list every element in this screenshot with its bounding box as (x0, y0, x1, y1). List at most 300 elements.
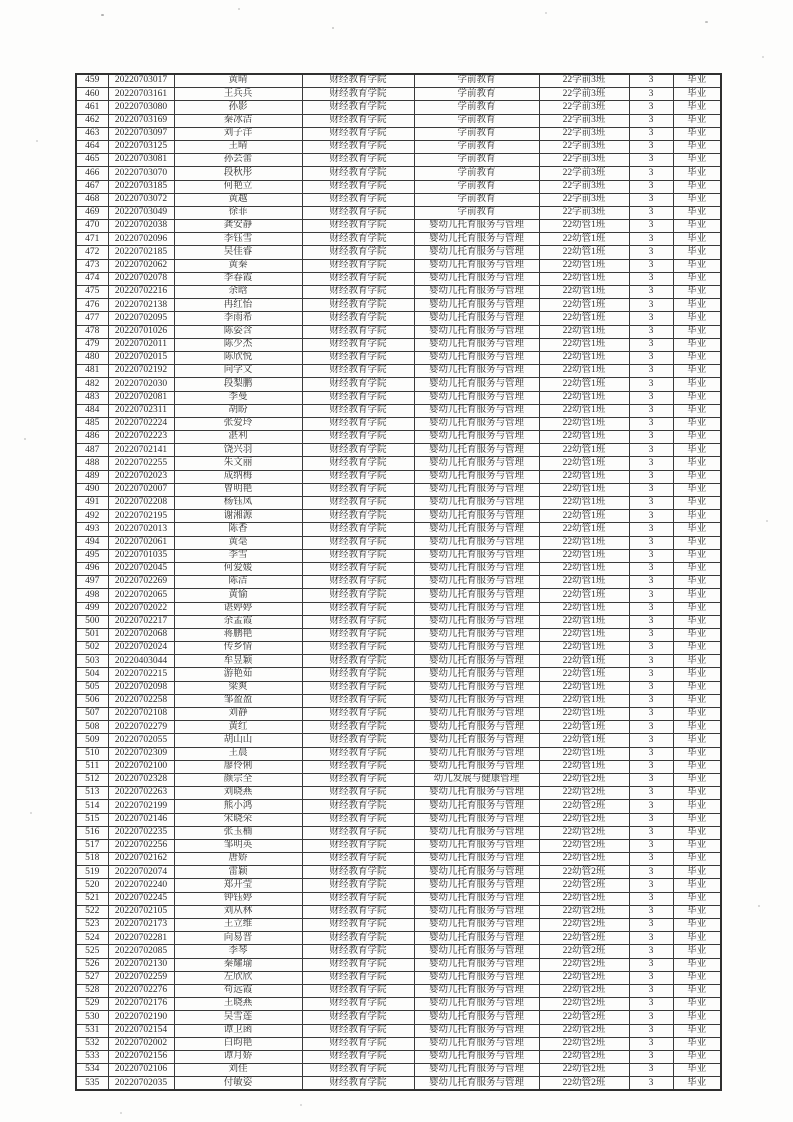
cell-student-id: 20220702078 (108, 272, 174, 285)
cell-seq: 513 (76, 787, 108, 800)
cell-name: 李曼 (174, 391, 302, 404)
table-row (76, 998, 721, 1011)
cell-seq: 526 (76, 958, 108, 971)
cell-years: 3 (629, 233, 673, 246)
cell-college: 财经教育学院 (302, 708, 414, 721)
cell-class: 22幼管1班 (539, 391, 629, 404)
cell-student-id: 20220703017 (108, 74, 174, 88)
table-row (76, 417, 721, 430)
cell-seq: 512 (76, 773, 108, 786)
cell-class: 22幼管2班 (539, 945, 629, 958)
cell-name: 胡盼 (174, 404, 302, 417)
cell-years: 3 (629, 88, 673, 101)
cell-college: 财经教育学院 (302, 562, 414, 575)
table-row (76, 523, 721, 536)
cell-status: 毕业 (673, 892, 721, 905)
cell-years: 3 (629, 734, 673, 747)
cell-status: 毕业 (673, 879, 721, 892)
cell-status: 毕业 (673, 233, 721, 246)
cell-student-id: 20220702216 (108, 286, 174, 299)
cell-student-id: 20220703081 (108, 154, 174, 167)
cell-student-id: 20220403044 (108, 655, 174, 668)
cell-major: 学前教育 (414, 180, 539, 193)
cell-name: 郑开莹 (174, 879, 302, 892)
cell-college: 财经教育学院 (302, 220, 414, 233)
cell-seq: 520 (76, 879, 108, 892)
cell-name: 段秋彤 (174, 167, 302, 180)
cell-student-id: 20220702255 (108, 457, 174, 470)
cell-seq: 474 (76, 272, 108, 285)
cell-years: 3 (629, 497, 673, 510)
table-row (76, 642, 721, 655)
cell-status: 毕业 (673, 971, 721, 984)
table-row (76, 866, 721, 879)
cell-class: 22学前3班 (539, 74, 629, 88)
cell-seq: 522 (76, 905, 108, 918)
cell-seq: 463 (76, 127, 108, 140)
cell-status: 毕业 (673, 681, 721, 694)
cell-status: 毕业 (673, 1064, 721, 1077)
table-row (76, 351, 721, 364)
cell-seq: 476 (76, 299, 108, 312)
cell-class: 22幼管1班 (539, 272, 629, 285)
cell-status: 毕业 (673, 562, 721, 575)
cell-seq: 508 (76, 721, 108, 734)
cell-class: 22幼管1班 (539, 523, 629, 536)
table-row (76, 892, 721, 905)
table-row (76, 378, 721, 391)
cell-years: 3 (629, 760, 673, 773)
cell-major: 学前教育 (414, 140, 539, 153)
cell-seq: 481 (76, 365, 108, 378)
cell-major: 婴幼儿托育服务与管理 (414, 457, 539, 470)
cell-major: 婴幼儿托育服务与管理 (414, 826, 539, 839)
cell-college: 财经教育学院 (302, 325, 414, 338)
cell-name: 刘佳 (174, 1064, 302, 1077)
cell-class: 22学前3班 (539, 193, 629, 206)
cell-seq: 510 (76, 747, 108, 760)
table-row (76, 826, 721, 839)
cell-years: 3 (629, 259, 673, 272)
cell-student-id: 20220702173 (108, 919, 174, 932)
cell-name: 苟远霞 (174, 984, 302, 997)
table-row (76, 74, 721, 88)
cell-major: 婴幼儿托育服务与管理 (414, 945, 539, 958)
cell-years: 3 (629, 167, 673, 180)
table-row (76, 536, 721, 549)
cell-student-id: 20220702074 (108, 866, 174, 879)
table-row (76, 299, 721, 312)
cell-years: 3 (629, 365, 673, 378)
cell-class: 22幼管2班 (539, 866, 629, 879)
cell-seq: 499 (76, 602, 108, 615)
table-row (76, 668, 721, 681)
cell-years: 3 (629, 325, 673, 338)
cell-student-id: 20220702141 (108, 444, 174, 457)
cell-student-id: 20220702007 (108, 483, 174, 496)
cell-name: 徐菲 (174, 206, 302, 219)
table-row (76, 206, 721, 219)
cell-seq: 477 (76, 312, 108, 325)
cell-student-id: 20220702098 (108, 681, 174, 694)
cell-status: 毕业 (673, 312, 721, 325)
cell-seq: 495 (76, 549, 108, 562)
cell-college: 财经教育学院 (302, 919, 414, 932)
cell-name: 吴佳睿 (174, 246, 302, 259)
cell-class: 22学前3班 (539, 167, 629, 180)
cell-status: 毕业 (673, 932, 721, 945)
cell-name: 张爱玲 (174, 417, 302, 430)
cell-name: 黄红 (174, 721, 302, 734)
cell-college: 财经教育学院 (302, 721, 414, 734)
table-row (76, 233, 721, 246)
cell-years: 3 (629, 747, 673, 760)
cell-seq: 529 (76, 998, 108, 1011)
cell-class: 22幼管1班 (539, 708, 629, 721)
cell-student-id: 20220702199 (108, 800, 174, 813)
table-row (76, 615, 721, 628)
cell-major: 婴幼儿托育服务与管理 (414, 351, 539, 364)
cell-years: 3 (629, 431, 673, 444)
cell-seq: 478 (76, 325, 108, 338)
table-row (76, 114, 721, 127)
cell-student-id: 20220702208 (108, 497, 174, 510)
table-row (76, 800, 721, 813)
cell-class: 22幼管1班 (539, 246, 629, 259)
cell-student-id: 20220702162 (108, 853, 174, 866)
cell-major: 婴幼儿托育服务与管理 (414, 325, 539, 338)
table-row (76, 140, 721, 153)
table-row (76, 721, 721, 734)
cell-student-id: 20220701035 (108, 549, 174, 562)
cell-major: 婴幼儿托育服务与管理 (414, 747, 539, 760)
cell-status: 毕业 (673, 642, 721, 655)
cell-years: 3 (629, 681, 673, 694)
cell-class: 22幼管2班 (539, 892, 629, 905)
cell-student-id: 20220702055 (108, 734, 174, 747)
cell-name: 孙芸蕾 (174, 154, 302, 167)
table-row (76, 497, 721, 510)
cell-major: 婴幼儿托育服务与管理 (414, 536, 539, 549)
cell-class: 22幼管2班 (539, 879, 629, 892)
cell-major: 学前教育 (414, 88, 539, 101)
cell-student-id: 20220702085 (108, 945, 174, 958)
cell-major: 学前教育 (414, 101, 539, 114)
cell-student-id: 20220702013 (108, 523, 174, 536)
cell-years: 3 (629, 1024, 673, 1037)
cell-college: 财经教育学院 (302, 259, 414, 272)
cell-years: 3 (629, 602, 673, 615)
cell-seq: 468 (76, 193, 108, 206)
cell-years: 3 (629, 272, 673, 285)
cell-student-id: 20220702192 (108, 365, 174, 378)
cell-college: 财经教育学院 (302, 404, 414, 417)
cell-name: 颜宗全 (174, 773, 302, 786)
table-row (76, 971, 721, 984)
table-row (76, 391, 721, 404)
cell-status: 毕业 (673, 998, 721, 1011)
cell-class: 22学前3班 (539, 140, 629, 153)
cell-class: 22幼管2班 (539, 1011, 629, 1024)
cell-status: 毕业 (673, 589, 721, 602)
cell-student-id: 20220703161 (108, 88, 174, 101)
cell-years: 3 (629, 615, 673, 628)
cell-major: 婴幼儿托育服务与管理 (414, 391, 539, 404)
cell-seq: 472 (76, 246, 108, 259)
cell-college: 财经教育学院 (302, 734, 414, 747)
cell-college: 财经教育学院 (302, 905, 414, 918)
cell-years: 3 (629, 905, 673, 918)
cell-college: 财经教育学院 (302, 417, 414, 430)
table-row (76, 549, 721, 562)
cell-name: 黄越 (174, 193, 302, 206)
cell-college: 财经教育学院 (302, 1011, 414, 1024)
cell-seq: 459 (76, 74, 108, 88)
table-row (76, 167, 721, 180)
cell-college: 财经教育学院 (302, 945, 414, 958)
cell-years: 3 (629, 879, 673, 892)
cell-major: 婴幼儿托育服务与管理 (414, 404, 539, 417)
cell-status: 毕业 (673, 984, 721, 997)
cell-student-id: 20220702195 (108, 510, 174, 523)
cell-major: 婴幼儿托育服务与管理 (414, 272, 539, 285)
cell-status: 毕业 (673, 206, 721, 219)
cell-name: 饶兴羽 (174, 444, 302, 457)
cell-major: 婴幼儿托育服务与管理 (414, 378, 539, 391)
cell-major: 婴幼儿托育服务与管理 (414, 589, 539, 602)
cell-college: 财经教育学院 (302, 127, 414, 140)
cell-years: 3 (629, 101, 673, 114)
cell-years: 3 (629, 945, 673, 958)
cell-seq: 492 (76, 510, 108, 523)
cell-college: 财经教育学院 (302, 1064, 414, 1077)
cell-college: 财经教育学院 (302, 760, 414, 773)
cell-student-id: 20220702096 (108, 233, 174, 246)
cell-college: 财经教育学院 (302, 140, 414, 153)
cell-major: 婴幼儿托育服务与管理 (414, 681, 539, 694)
cell-seq: 471 (76, 233, 108, 246)
cell-seq: 484 (76, 404, 108, 417)
cell-status: 毕业 (673, 483, 721, 496)
cell-name: 邹盈盈 (174, 694, 302, 707)
cell-status: 毕业 (673, 826, 721, 839)
cell-class: 22幼管1班 (539, 312, 629, 325)
cell-major: 婴幼儿托育服务与管理 (414, 259, 539, 272)
cell-name: 孙影 (174, 101, 302, 114)
cell-status: 毕业 (673, 1050, 721, 1063)
table-row (76, 747, 721, 760)
cell-name: 何爱媛 (174, 562, 302, 575)
table-row (76, 958, 721, 971)
cell-name: 陈少杰 (174, 338, 302, 351)
cell-years: 3 (629, 470, 673, 483)
cell-major: 婴幼儿托育服务与管理 (414, 721, 539, 734)
cell-status: 毕业 (673, 536, 721, 549)
cell-seq: 527 (76, 971, 108, 984)
cell-college: 财经教育学院 (302, 866, 414, 879)
cell-college: 财经教育学院 (302, 272, 414, 285)
cell-status: 毕业 (673, 299, 721, 312)
cell-student-id: 20220702176 (108, 998, 174, 1011)
cell-seq: 487 (76, 444, 108, 457)
table-row (76, 708, 721, 721)
cell-seq: 521 (76, 892, 108, 905)
cell-years: 3 (629, 576, 673, 589)
cell-class: 22幼管1班 (539, 286, 629, 299)
cell-name: 刘从林 (174, 905, 302, 918)
cell-college: 财经教育学院 (302, 114, 414, 127)
cell-major: 婴幼儿托育服务与管理 (414, 628, 539, 641)
cell-years: 3 (629, 536, 673, 549)
cell-major: 婴幼儿托育服务与管理 (414, 444, 539, 457)
cell-major: 婴幼儿托育服务与管理 (414, 602, 539, 615)
cell-seq: 469 (76, 206, 108, 219)
cell-college: 财经教育学院 (302, 826, 414, 839)
cell-status: 毕业 (673, 866, 721, 879)
cell-major: 婴幼儿托育服务与管理 (414, 839, 539, 852)
cell-name: 白昀艳 (174, 1037, 302, 1050)
table-row (76, 694, 721, 707)
cell-status: 毕业 (673, 787, 721, 800)
cell-major: 婴幼儿托育服务与管理 (414, 299, 539, 312)
cell-student-id: 20220702065 (108, 589, 174, 602)
table-row (76, 576, 721, 589)
cell-years: 3 (629, 154, 673, 167)
table-row (76, 602, 721, 615)
cell-student-id: 20220702217 (108, 615, 174, 628)
cell-class: 22幼管2班 (539, 919, 629, 932)
cell-name: 钟钰婷 (174, 892, 302, 905)
cell-status: 毕业 (673, 365, 721, 378)
cell-status: 毕业 (673, 114, 721, 127)
cell-college: 财经教育学院 (302, 787, 414, 800)
cell-class: 22幼管1班 (539, 681, 629, 694)
cell-major: 婴幼儿托育服务与管理 (414, 879, 539, 892)
cell-major: 婴幼儿托育服务与管理 (414, 246, 539, 259)
cell-name: 宋晓荣 (174, 813, 302, 826)
cell-seq: 501 (76, 628, 108, 641)
cell-seq: 479 (76, 338, 108, 351)
cell-seq: 490 (76, 483, 108, 496)
cell-college: 财经教育学院 (302, 694, 414, 707)
cell-name: 李钰雪 (174, 233, 302, 246)
cell-seq: 496 (76, 562, 108, 575)
cell-years: 3 (629, 417, 673, 430)
cell-years: 3 (629, 971, 673, 984)
table-row (76, 127, 721, 140)
cell-student-id: 20220702256 (108, 839, 174, 852)
cell-student-id: 20220702002 (108, 1037, 174, 1050)
cell-status: 毕业 (673, 721, 721, 734)
table-row (76, 787, 721, 800)
cell-major: 婴幼儿托育服务与管理 (414, 1024, 539, 1037)
cell-years: 3 (629, 866, 673, 879)
cell-college: 财经教育学院 (302, 971, 414, 984)
cell-college: 财经教育学院 (302, 853, 414, 866)
cell-years: 3 (629, 286, 673, 299)
cell-name: 龚安静 (174, 220, 302, 233)
table-row (76, 1050, 721, 1063)
cell-major: 婴幼儿托育服务与管理 (414, 813, 539, 826)
cell-major: 婴幼儿托育服务与管理 (414, 892, 539, 905)
cell-status: 毕业 (673, 1037, 721, 1050)
cell-seq: 503 (76, 655, 108, 668)
cell-class: 22幼管2班 (539, 1037, 629, 1050)
cell-student-id: 20220702240 (108, 879, 174, 892)
cell-seq: 493 (76, 523, 108, 536)
cell-years: 3 (629, 206, 673, 219)
cell-years: 3 (629, 1077, 673, 1091)
cell-name: 曾明艳 (174, 483, 302, 496)
cell-status: 毕业 (673, 668, 721, 681)
cell-student-id: 20220702100 (108, 760, 174, 773)
cell-student-id: 20220702138 (108, 299, 174, 312)
cell-status: 毕业 (673, 694, 721, 707)
cell-years: 3 (629, 932, 673, 945)
cell-name: 王兵兵 (174, 88, 302, 101)
cell-name: 陈香 (174, 523, 302, 536)
cell-years: 3 (629, 642, 673, 655)
cell-name: 唐娇 (174, 853, 302, 866)
cell-college: 财经教育学院 (302, 101, 414, 114)
cell-status: 毕业 (673, 734, 721, 747)
cell-class: 22幼管2班 (539, 932, 629, 945)
cell-seq: 480 (76, 351, 108, 364)
cell-seq: 530 (76, 1011, 108, 1024)
table-row (76, 773, 721, 786)
cell-student-id: 20220703072 (108, 193, 174, 206)
cell-major: 婴幼儿托育服务与管理 (414, 998, 539, 1011)
cell-student-id: 20220702011 (108, 338, 174, 351)
cell-college: 财经教育学院 (302, 628, 414, 641)
table-row (76, 101, 721, 114)
cell-major: 婴幼儿托育服务与管理 (414, 971, 539, 984)
cell-college: 财经教育学院 (302, 589, 414, 602)
table-row (76, 681, 721, 694)
cell-student-id: 20220702276 (108, 984, 174, 997)
cell-college: 财经教育学院 (302, 510, 414, 523)
cell-name: 陈欣悦 (174, 351, 302, 364)
cell-seq: 511 (76, 760, 108, 773)
cell-college: 财经教育学院 (302, 1024, 414, 1037)
cell-major: 婴幼儿托育服务与管理 (414, 615, 539, 628)
cell-years: 3 (629, 800, 673, 813)
cell-seq: 524 (76, 932, 108, 945)
cell-college: 财经教育学院 (302, 206, 414, 219)
table-row (76, 470, 721, 483)
cell-major: 婴幼儿托育服务与管理 (414, 668, 539, 681)
cell-major: 婴幼儿托育服务与管理 (414, 576, 539, 589)
cell-years: 3 (629, 523, 673, 536)
table-row (76, 734, 721, 747)
cell-years: 3 (629, 853, 673, 866)
cell-major: 婴幼儿托育服务与管理 (414, 1037, 539, 1050)
cell-class: 22幼管2班 (539, 1064, 629, 1077)
cell-class: 22幼管1班 (539, 404, 629, 417)
cell-name: 王晴 (174, 140, 302, 153)
cell-college: 财经教育学院 (302, 351, 414, 364)
cell-years: 3 (629, 628, 673, 641)
cell-class: 22幼管1班 (539, 431, 629, 444)
cell-class: 22幼管1班 (539, 378, 629, 391)
cell-college: 财经教育学院 (302, 299, 414, 312)
cell-name: 秦冰洁 (174, 114, 302, 127)
cell-college: 财经教育学院 (302, 1050, 414, 1063)
cell-status: 毕业 (673, 1077, 721, 1091)
cell-seq: 504 (76, 668, 108, 681)
cell-years: 3 (629, 127, 673, 140)
cell-college: 财经教育学院 (302, 602, 414, 615)
